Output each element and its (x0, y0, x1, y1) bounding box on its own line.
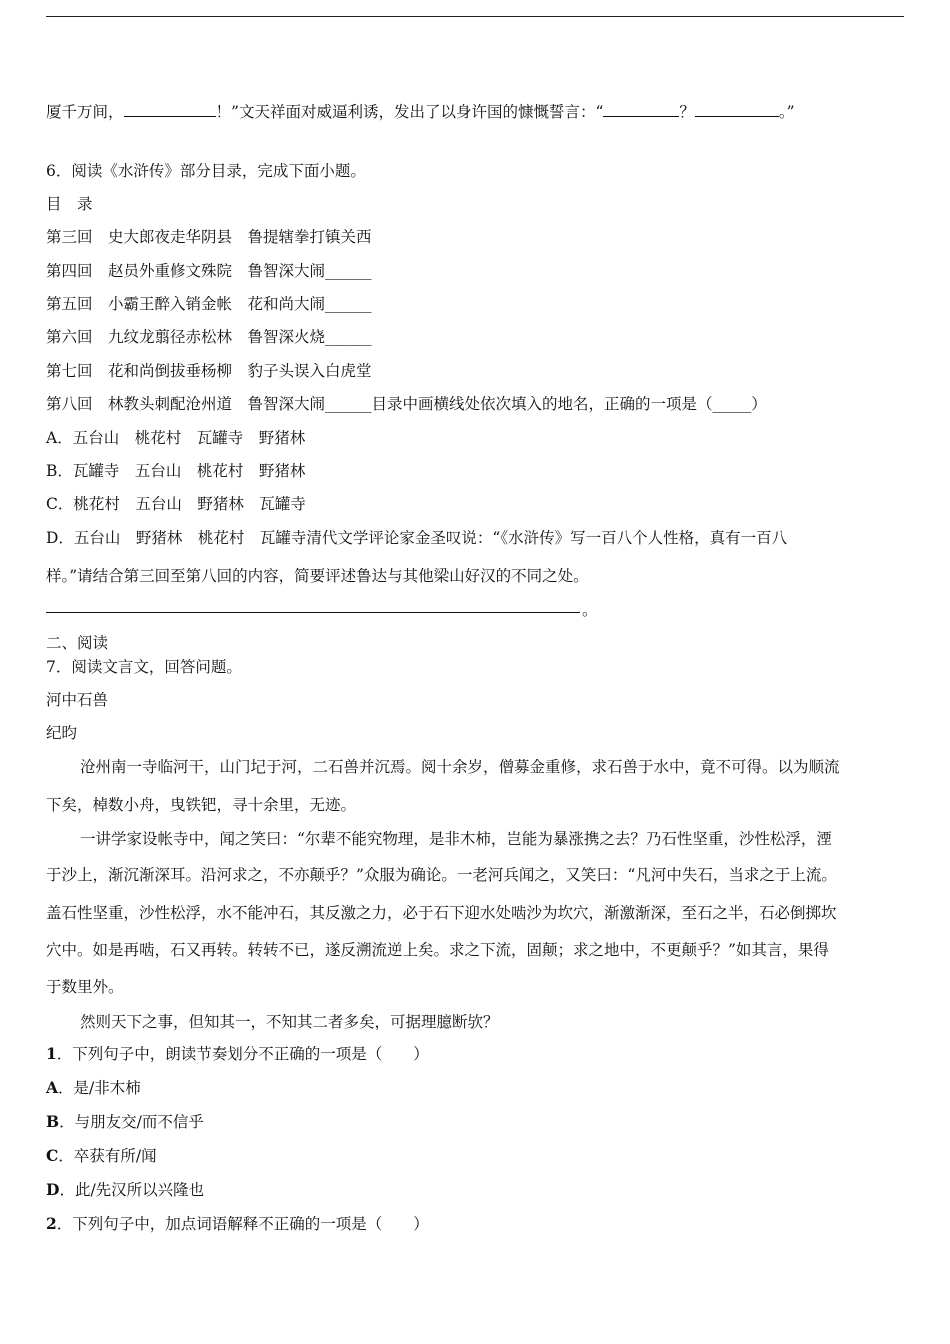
answer-blank[interactable] (603, 102, 679, 117)
toc-chapter: 第六回 九纹龙翦径赤松林 鲁智深火烧______ (46, 328, 372, 346)
question-option: A．是/非木柿 (46, 1078, 141, 1097)
passage-paragraph: 沧州南一寺临河干，山门圮于河，二石兽并沉焉。阅十余岁，僧募金重修，求石兽于水中，竟不可得。以为顺流 (80, 758, 840, 776)
answer-line[interactable] (46, 612, 580, 613)
toc-chapter: 第四回 赵员外重修文殊院 鲁智深大闹______ (46, 262, 372, 280)
question-option: D．此/先汉所以兴隆也 (46, 1180, 205, 1199)
toc-chapter: 第三回 史大郎夜走华阴县 鲁提辖拳打镇关西 (46, 228, 372, 246)
passage-paragraph: 于数里外。 (46, 978, 124, 996)
q5-line (46, 102, 795, 122)
option-d: D．五台山 野猪林 桃花村 瓦罐寺清代文学评论家金圣叹说：“《水浒传》写一百八个人性格，真有一百八 (46, 529, 788, 547)
q5-text-mid: ！”文天祥面对威逼利诱，发出了以身许国的慷慨誓言：“ (215, 103, 604, 121)
answer-end-period: 。 (582, 601, 598, 619)
passage-author: 纪昀 (46, 724, 78, 742)
toc-chapter: 第七回 花和尚倒拔垂杨柳 豹子头误入白虎堂 (46, 362, 372, 380)
passage-paragraph: 盖石性坚重，沙性松浮，水不能冲石，其反激之力，必于石下迎水处啮沙为坎穴，渐激渐深，至石之半，石必倒掷坎 (46, 904, 837, 922)
option-c: C．桃花村 五台山 野猪林 瓦罐寺 (46, 495, 306, 513)
passage-title: 河中石兽 (46, 691, 109, 709)
toc-chapter-with-question: 第八回 林教头刺配沧州道 鲁智深大闹______目录中画横线处依次填入的地名，正确的一项是（_____） (46, 395, 767, 413)
q5-text-question-mark: ？ (679, 103, 695, 121)
question-stem: 1．下列句子中，朗读节奏划分不正确的一项是（ ） (46, 1044, 429, 1063)
q6-continuation: 样。”请结合第三回至第八回的内容，简要评述鲁达与其他梁山好汉的不同之处。 (46, 567, 589, 585)
option-b: B．瓦罐寺 五台山 桃花村 野猪林 (46, 462, 306, 480)
top-rule (46, 16, 904, 17)
passage-paragraph: 一讲学家设帐寺中，闻之笑曰：“尔辈不能究物理，是非木柿，岂能为暴涨携之去？乃石性坚重，沙性松浮，湮 (80, 830, 832, 848)
passage-paragraph: 穴中。如是再啮，石又再转。转转不已，遂反溯流逆上矣。求之下流，固颠；求之地中，不更颠乎？”如其言，果得 (46, 941, 829, 959)
option-a: A．五台山 桃花村 瓦罐寺 野猪林 (46, 429, 306, 447)
question-option: C．卒获有所/闻 (46, 1146, 157, 1165)
q5-text-start: 厦千万间， (46, 103, 124, 121)
toc-title: 目 录 (46, 195, 93, 213)
passage-paragraph: 于沙上，渐沉渐深耳。沿河求之，不亦颠乎？”众服为确论。一老河兵闻之，又笑曰：“凡河中失石，当求之于上流。 (46, 866, 837, 884)
passage-paragraph: 然则天下之事，但知其一，不知其二者多矣，可据理臆断欤？ (80, 1013, 499, 1031)
q5-text-end: 。” (778, 103, 795, 121)
answer-blank[interactable] (695, 102, 779, 117)
passage-paragraph: 下矣，棹数小舟，曳铁钯，寻十余里，无迹。 (46, 796, 357, 814)
answer-blank[interactable] (124, 102, 216, 117)
section-heading: 二、阅读 (46, 634, 109, 652)
q7-intro: 7．阅读文言文，回答问题。 (46, 658, 242, 676)
toc-chapter: 第五回 小霸王醉入销金帐 花和尚大闹______ (46, 295, 372, 313)
question-option: B．与朋友交/而不信乎 (46, 1112, 204, 1131)
q6-intro: 6．阅读《水浒传》部分目录，完成下面小题。 (46, 162, 366, 180)
question-stem: 2．下列句子中，加点词语解释不正确的一项是（ ） (46, 1214, 429, 1233)
